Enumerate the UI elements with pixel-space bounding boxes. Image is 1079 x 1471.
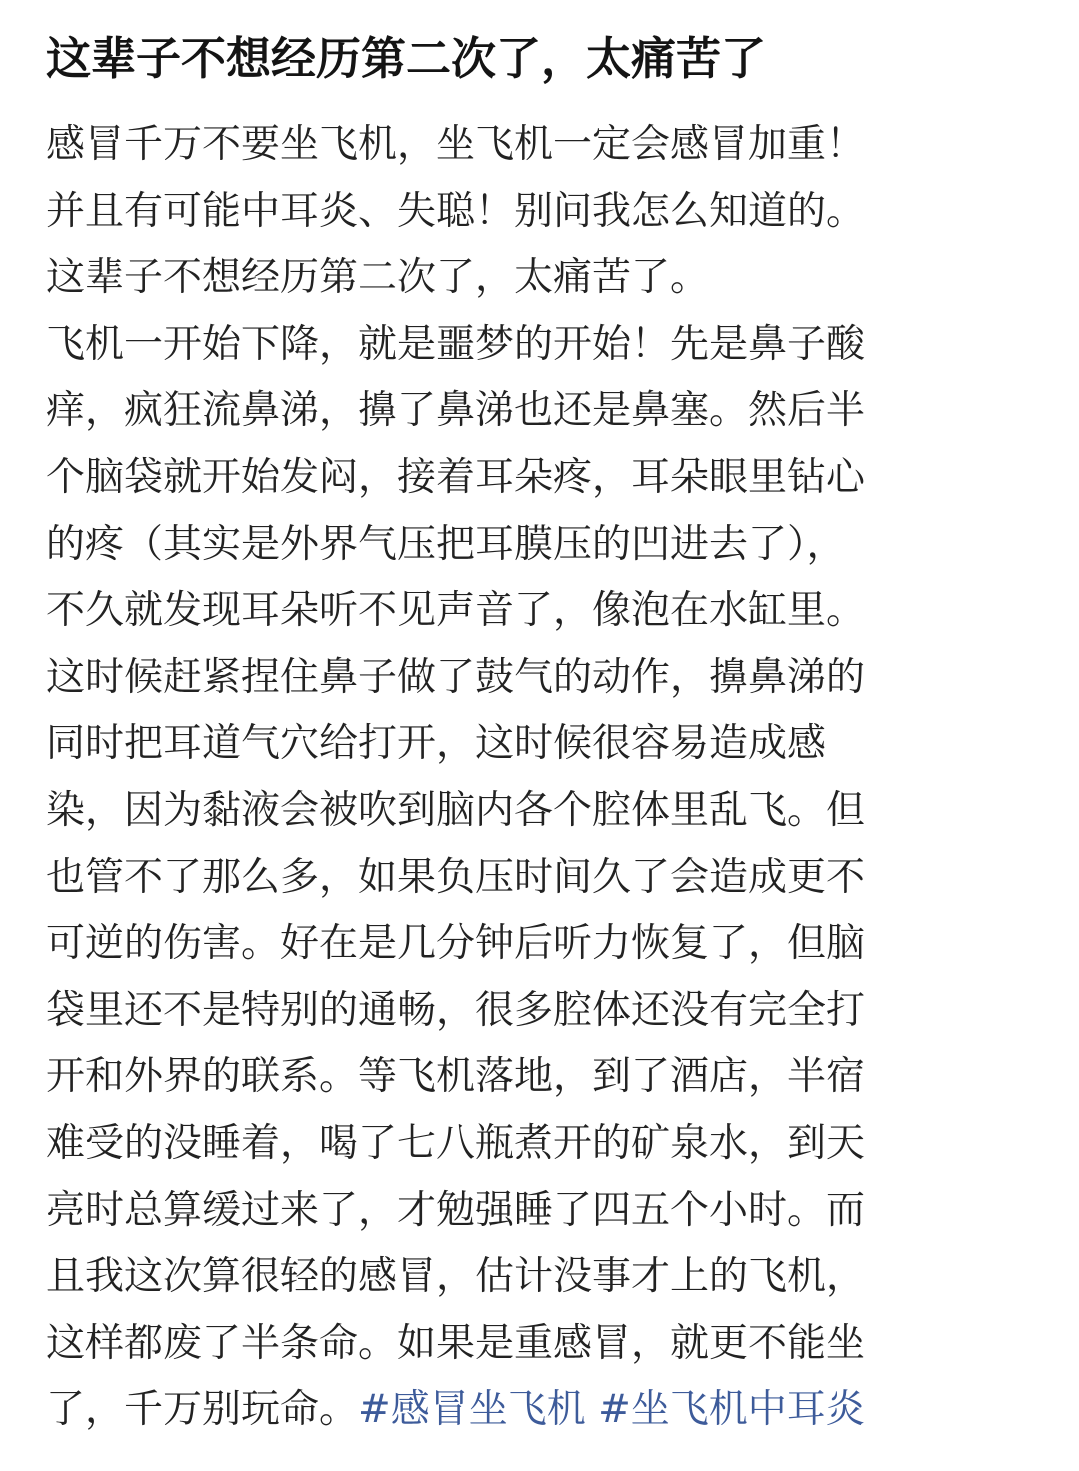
post-body	[46, 112, 1008, 1444]
post-line: 飞机一开始下降，就是噩梦的开始！先是鼻子酸	[46, 321, 866, 367]
post-line-text: 了，千万别玩命。	[46, 1387, 359, 1433]
post-line: 感冒千万不要坐飞机，坐飞机一定会感冒加重！	[46, 122, 866, 167]
post-line: 并且有可能中耳炎、失聪！别问我怎么知道的。	[46, 188, 866, 234]
hashtag-link[interactable]: #感冒坐飞机	[358, 1387, 586, 1433]
post-line: 难受的没睡着，喝了七八瓶煮开的矿泉水，到天	[46, 1120, 866, 1166]
post-container	[46, 28, 1008, 1444]
post-line: 也管不了那么多，如果负压时间久了会造成更不	[46, 854, 866, 900]
post-line: 的疼（其实是外界气压把耳膜压的凹进去了），	[46, 521, 846, 567]
post-title: 这辈子不想经历第二次了，太痛苦了	[46, 32, 767, 85]
post-line: 不久就发现耳朵听不见声音了，像泡在水缸里。	[46, 588, 866, 634]
post-line: 这辈子不想经历第二次了，太痛苦了。	[46, 255, 710, 301]
post-line: 个脑袋就开始发闷，接着耳朵疼，耳朵眼里钻心	[46, 454, 866, 500]
post-line: 可逆的伤害。好在是几分钟后听力恢复了，但脑	[46, 921, 866, 967]
post-line: 开和外界的联系。等飞机落地，到了酒店，半宿	[46, 1054, 866, 1100]
post-line: 袋里还不是特别的通畅，很多腔体还没有完全打	[46, 987, 866, 1033]
post-line: 痒，疯狂流鼻涕，擤了鼻涕也还是鼻塞。然后半	[46, 388, 866, 434]
post-line: 亮时总算缓过来了，才勉强睡了四五个小时。而	[46, 1187, 866, 1233]
post-line: 且我这次算很轻的感冒，估计没事才上的飞机，	[46, 1254, 866, 1300]
post-last-line	[46, 1377, 1008, 1444]
post-line: 这时候赶紧捏住鼻子做了鼓气的动作，擤鼻涕的	[46, 654, 866, 700]
post-line: 染，因为黏液会被吹到脑内各个腔体里乱飞。但	[46, 787, 866, 833]
post-line: 这样都废了半条命。如果是重感冒，就更不能坐	[46, 1320, 866, 1366]
post-line: 同时把耳道气穴给打开，这时候很容易造成感	[46, 721, 827, 767]
hashtag-link[interactable]: #坐飞机中耳炎	[598, 1387, 865, 1433]
